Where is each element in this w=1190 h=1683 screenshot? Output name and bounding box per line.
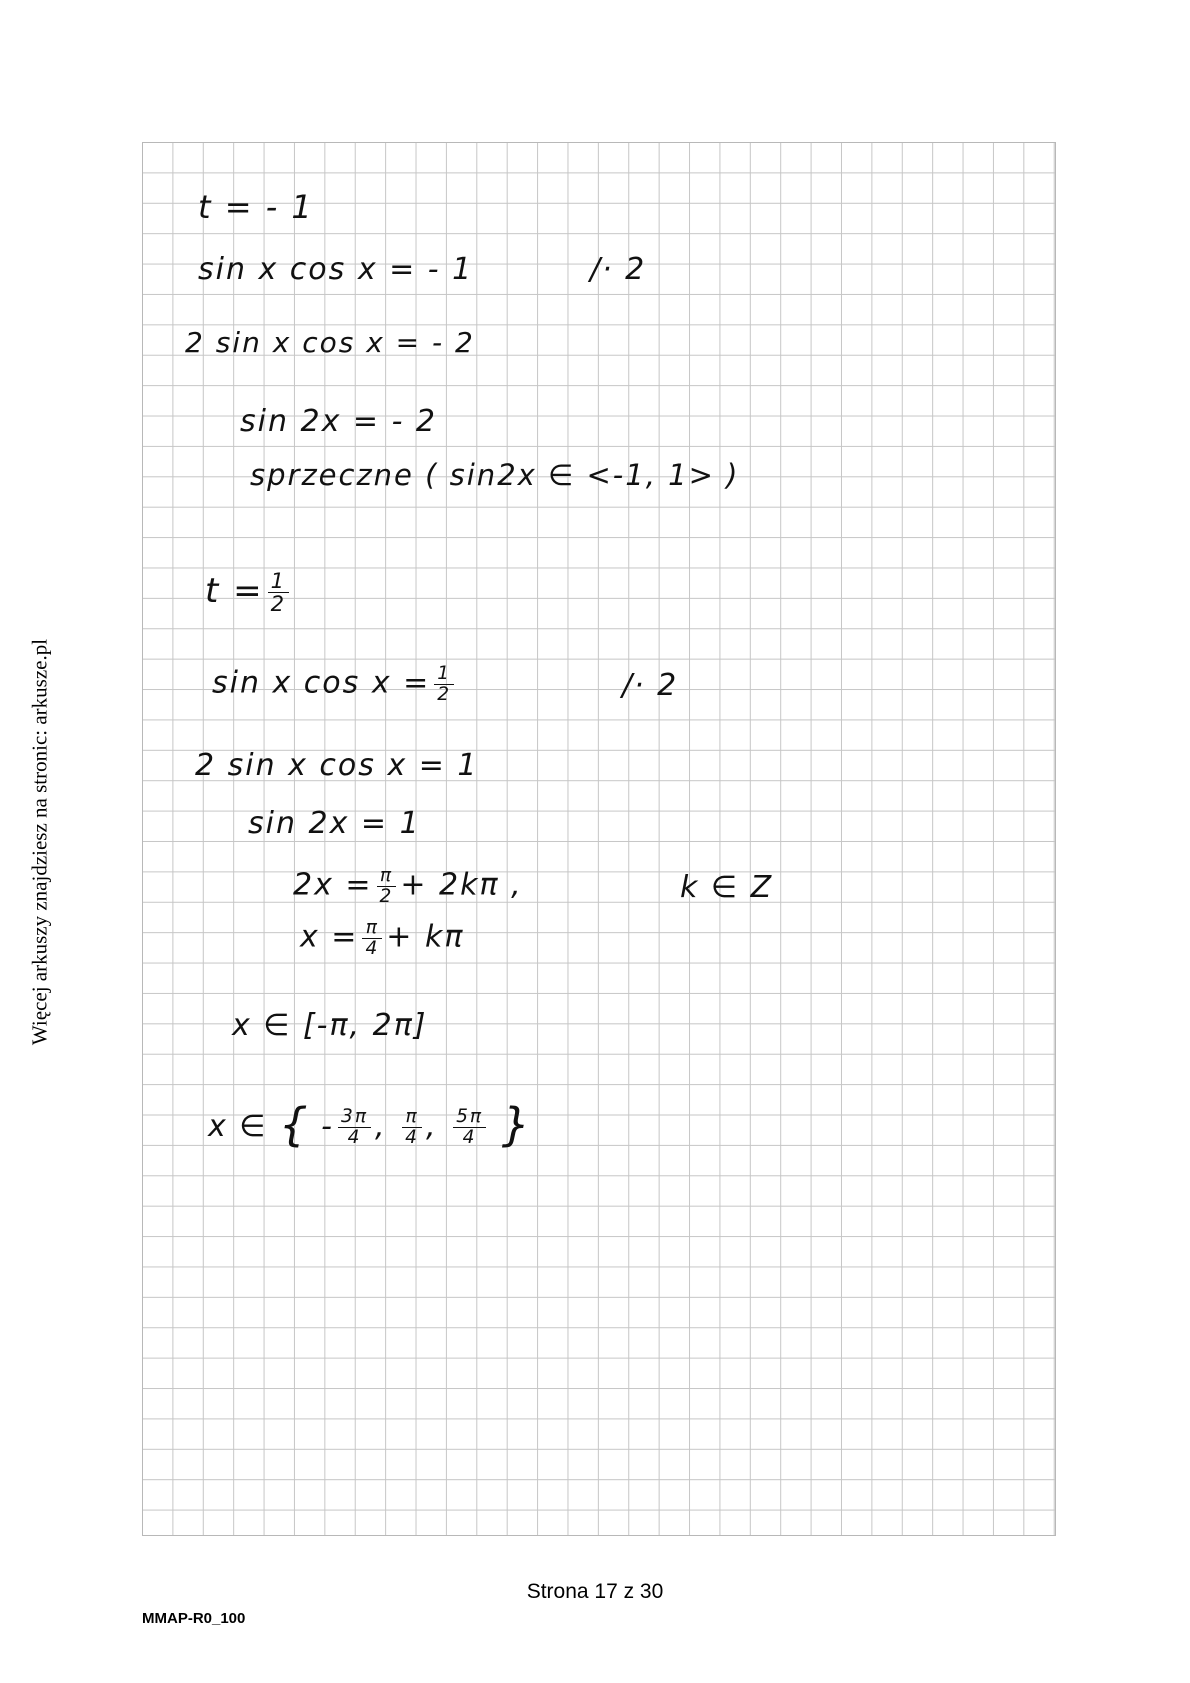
page-number: Strona 17 z 30 bbox=[526, 1580, 664, 1603]
exam-code: MMAP-R0_100 bbox=[142, 1610, 246, 1627]
line-k-in-integers: k ∈ Z bbox=[680, 870, 774, 905]
line-sin2x-minus-two: sin 2x = - 2 bbox=[240, 404, 438, 439]
fraction-pi-over-four-b: $\frac{\pi}{4}$ bbox=[402, 1107, 422, 1147]
line-multiply-by-two-b: /· 2 bbox=[622, 668, 679, 703]
line-sin2x-one: sin 2x = 1 bbox=[248, 806, 421, 841]
side-watermark-text: Więcej arkuszy znajdziesz na stronic: arkusze.pl bbox=[27, 638, 52, 1046]
t-label: t = bbox=[205, 571, 264, 612]
fraction-minus-three-pi-over-four: $\frac{3\pi}{4}$ bbox=[338, 1107, 371, 1147]
line-t-minus-one: t = - 1 bbox=[198, 188, 314, 226]
line-contradiction: sprzeczne ( sin2x ∈ <-1, 1> ) bbox=[250, 458, 740, 492]
line-t-one-half bbox=[205, 570, 293, 615]
line-x-solution: x = $\frac{\pi}{4}$ + kπ bbox=[300, 917, 465, 959]
line-2sinx-cosx-one: 2 sin x cos x = 1 bbox=[195, 748, 479, 783]
line-sinx-cosx-minus-one: sin x cos x = - 1 bbox=[198, 252, 474, 287]
fraction-pi-over-four: $\frac{\pi}{4}$ bbox=[362, 918, 382, 958]
line-x-interval: x ∈ [-π, 2π] bbox=[232, 1008, 428, 1043]
line-sinx-cosx-one-half: sin x cos x = $\frac{1}{2}$ bbox=[212, 664, 458, 704]
fraction-pi-over-two: $\frac{\pi}{2}$ bbox=[377, 866, 397, 906]
line-solution-set: x ∈ { - $\frac{3\pi}{4}$ , $\frac{\pi}{4}$ , $\frac{5\pi}{4}$ } bbox=[208, 1098, 533, 1151]
line-2sinx-cosx-minus-two: 2 sin x cos x = - 2 bbox=[185, 326, 475, 359]
fraction-one-half-a: $\frac{1}{2}$ bbox=[268, 570, 289, 615]
line-2x-solution: 2x = $\frac{\pi}{2}$ + 2kπ , bbox=[293, 865, 523, 907]
fraction-five-pi-over-four: $\frac{5\pi}{4}$ bbox=[453, 1107, 486, 1147]
fraction-one-half-b: $\frac{1}{2}$ bbox=[434, 664, 454, 704]
line-multiply-by-two-a: /· 2 bbox=[590, 252, 647, 287]
